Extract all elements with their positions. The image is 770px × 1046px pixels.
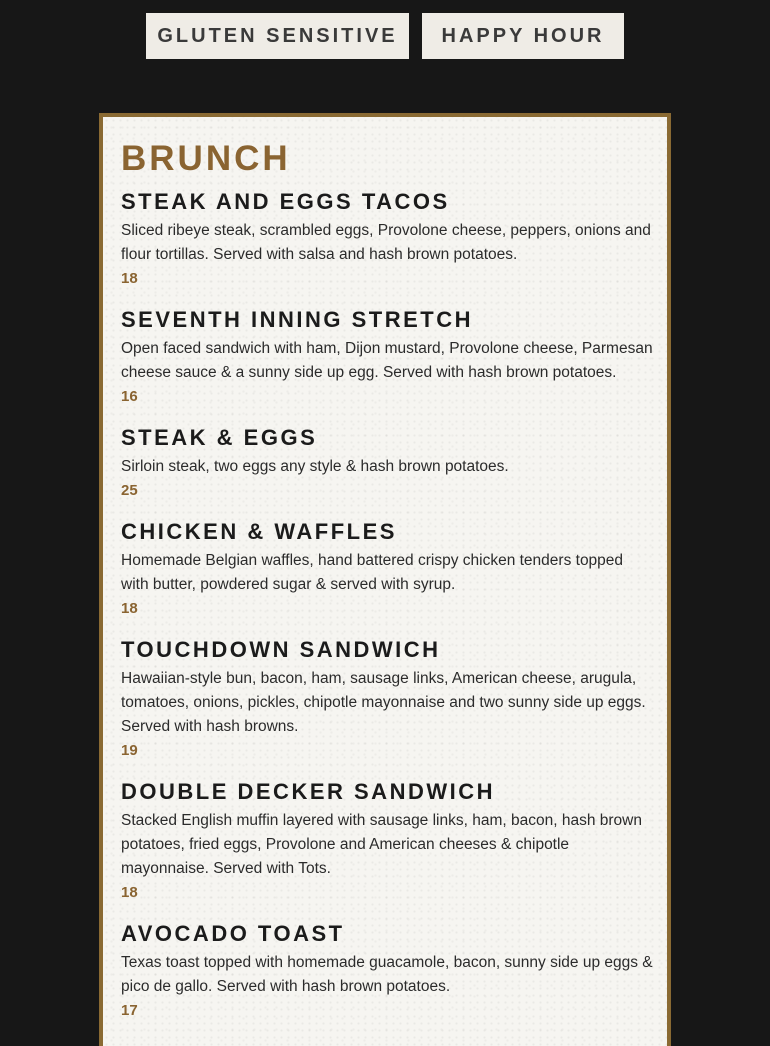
item-price: 16 — [121, 388, 138, 405]
menu-tab-bar — [0, 13, 770, 59]
menu-item — [121, 517, 653, 621]
section-title: BRUNCH — [121, 139, 291, 178]
item-name: AVOCADO TOAST — [121, 921, 345, 946]
menu-item — [121, 777, 653, 905]
item-description: Sliced ribeye steak, scrambled eggs, Provolone cheese, peppers, onions and flour tortillas. Served with salsa and hash brown potatoes. — [121, 222, 651, 263]
menu-item — [121, 635, 653, 763]
tab-gluten-sensitive[interactable]: GLUTEN SENSITIVE — [146, 13, 409, 59]
item-description: Sirloin steak, two eggs any style & hash brown potatoes. — [121, 458, 509, 475]
menu-item — [121, 305, 653, 409]
item-description: Open faced sandwich with ham, Dijon mustard, Provolone cheese, Parmesan cheese sauce & a sunny side up egg. Served with hash brown potatoes. — [121, 340, 653, 381]
item-description: Homemade Belgian waffles, hand battered crispy chicken tenders topped with butter, powdered sugar & served with syrup. — [121, 552, 624, 593]
item-price: 18 — [121, 884, 138, 901]
item-price: 18 — [121, 270, 138, 287]
brunch-menu-card — [99, 113, 671, 1046]
item-price: 18 — [121, 600, 138, 617]
item-description: Stacked English muffin layered with sausage links, ham, bacon, hash brown potatoes, fried eggs, Provolone and American cheeses & chipotle mayonnaise. Served with Tots. — [121, 812, 642, 877]
item-price: 19 — [121, 742, 138, 759]
menu-item — [121, 423, 653, 503]
item-name: STEAK AND EGGS TACOS — [121, 189, 450, 214]
item-name: TOUCHDOWN SANDWICH — [121, 637, 441, 662]
item-description: Texas toast topped with homemade guacamole, bacon, sunny side up eggs & pico de gallo. Served with hash brown potatoes. — [121, 954, 653, 995]
tab-happy-hour[interactable]: HAPPY HOUR — [422, 13, 624, 59]
item-price: 25 — [121, 482, 138, 499]
item-price: 17 — [121, 1002, 138, 1019]
item-name: CHICKEN & WAFFLES — [121, 519, 397, 544]
item-name: DOUBLE DECKER SANDWICH — [121, 779, 495, 804]
menu-item — [121, 187, 653, 291]
item-name: SEVENTH INNING STRETCH — [121, 307, 474, 332]
item-name: STEAK & EGGS — [121, 425, 318, 450]
item-description: Hawaiian-style bun, bacon, ham, sausage links, American cheese, arugula, tomatoes, onions, pickles, chipotle mayonnaise and two sunny side up eggs. Served with hash browns. — [121, 670, 646, 735]
menu-item — [121, 919, 653, 1023]
menu-content — [121, 137, 653, 1023]
